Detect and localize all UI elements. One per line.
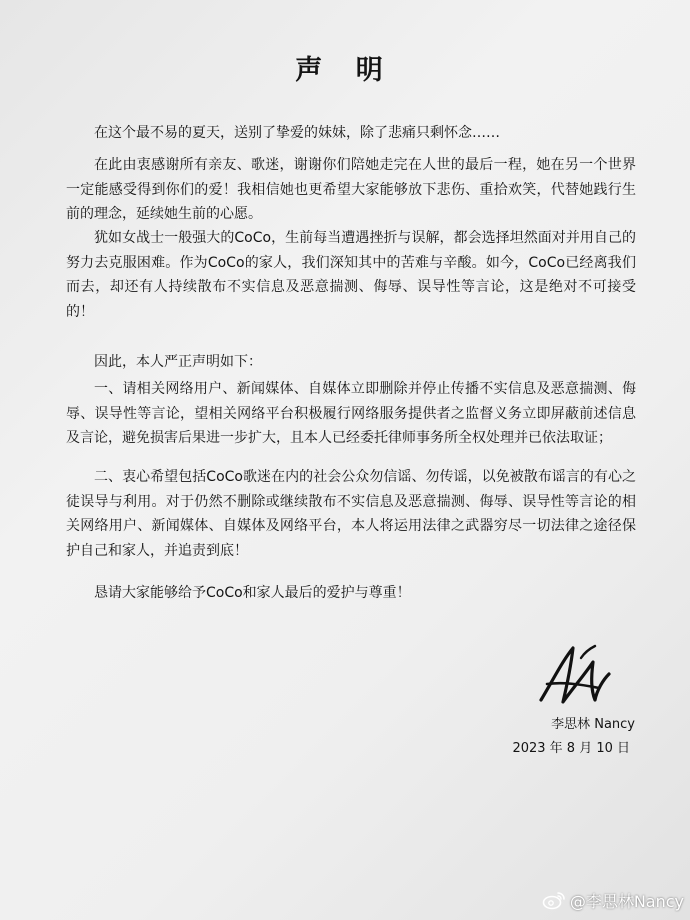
paragraph-point-two: 二、衷心希望包括CoCo歌迷在内的社会公众勿信谣、勿传谣，以免被散布谣言的有心之徒误导与利用。对于仍然不删除或继续散布不实信息及恶意揣测、侮辱、误导性等言论的相关网络用户、新闻媒体、自媒体及网络平台，本人将运用法律之武器穷尽一切法律之途径保护自己和家人，并追责到底！ bbox=[66, 469, 636, 559]
paragraph-closing-request: 恳请大家能够给予CoCo和家人最后的爱护与尊重！ bbox=[94, 585, 411, 601]
paragraph-declaration-intro: 因此，本人严正声明如下： bbox=[94, 354, 262, 370]
paragraph-thanks: 在此由衷感谢所有亲友、歌迷，谢谢你们陪她走完在人世的最后一程，她在另一个世界一定能感受得到你们的爱！我相信她也更希望大家能够放下悲伤、重拾欢笑，代替她践行生前的理念，延续她生前的心愿。 bbox=[66, 157, 636, 222]
paragraph-strength: 犹如女战士一般强大的CoCo，生前每当遭遇挫折与误解，都会选择坦然面对并用自己的努力去克服困难。作为CoCo的家人，我们深知其中的苦难与辛酸。如今，CoCo已经离我们而去，却还有人持续散布不实信息及恶意揣测、侮辱、误导性等言论，这是绝对不可接受的！ bbox=[66, 230, 636, 320]
handwritten-signature bbox=[533, 640, 613, 708]
weibo-icon bbox=[542, 890, 566, 910]
signer-name: 李思林 Nancy bbox=[551, 717, 635, 732]
paragraph-point-one: 一、请相关网络用户、新闻媒体、自媒体立即删除并停止传播不实信息及恶意揣测、侮辱、误导性等言论，望相关网络平台积极履行网络服务提供者之监督义务立即屏蔽前述信息及言论，避免损害后果进一步扩大，且本人已经委托律师事务所全权处理并已依法取证； bbox=[66, 381, 636, 446]
watermark-text: @李思林Nancy bbox=[569, 891, 684, 911]
weibo-watermark bbox=[542, 889, 684, 911]
statement-date: 2023 年 8 月 10 日 bbox=[512, 741, 630, 756]
document-title: 声 明 bbox=[295, 55, 395, 86]
paragraph-farewell: 在这个最不易的夏天，送别了挚爱的妹妹，除了悲痛只剩怀念…… bbox=[94, 125, 500, 141]
